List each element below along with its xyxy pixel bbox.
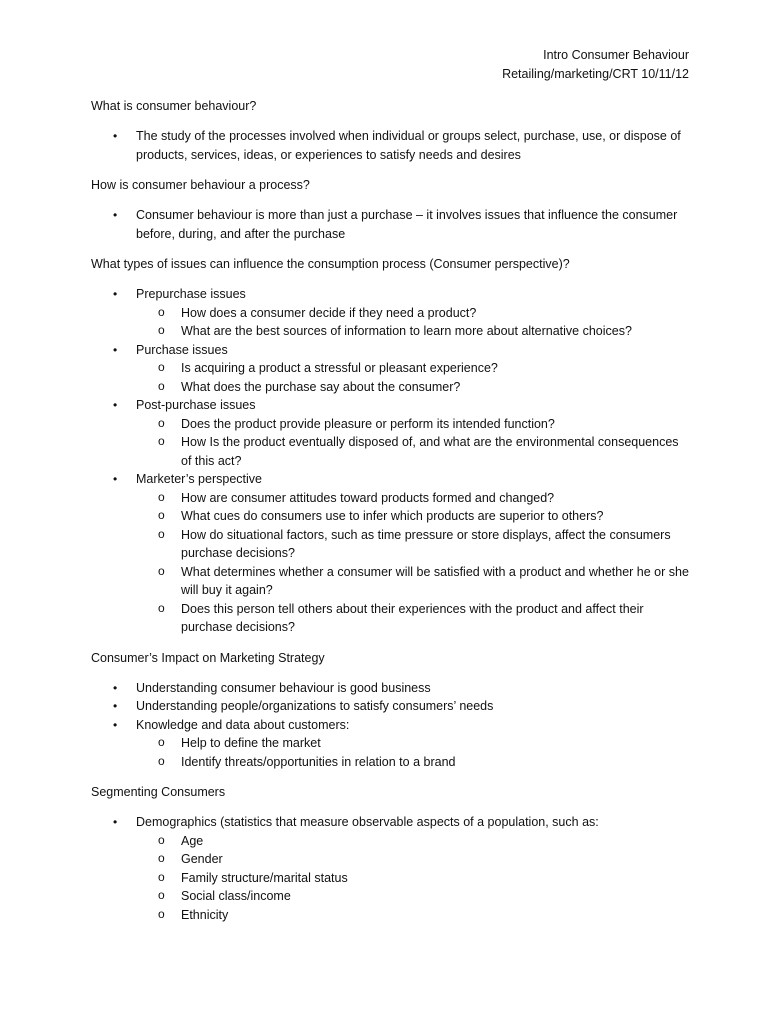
section-heading: Consumer’s Impact on Marketing Strategy [91,650,325,665]
bullet-circle-icon: o [158,508,165,522]
bullet-disc-icon: • [113,472,118,486]
bullet-circle-icon: o [158,563,165,578]
header-course-info: Retailing/marketing/CRT 10/11/12 [502,67,689,81]
list-item-text: Post-purchase issues [136,398,256,412]
bullet-circle-icon: o [158,323,165,337]
sub-list-item-text: How Is the product eventually disposed of, and what are the environmental consequences of this act? [181,435,679,468]
list-item [91,285,691,341]
sub-list-item [136,906,691,925]
bullet-circle-icon: o [158,489,165,504]
list-item [91,716,691,772]
list-item-text: The study of the processes involved when individual or groups select, purchase, use, or dispose of products, services, ideas, or experiences to satisfy needs and desires [136,129,681,162]
sub-bullet-list [136,304,691,341]
bullet-list [91,127,691,164]
sub-list-item-text: How are consumer attitudes toward products formed and changed? [181,490,555,505]
sub-list-item [136,489,691,508]
sub-list-item [136,526,691,563]
sub-list-item [136,887,691,906]
sub-list-item [136,563,691,600]
list-item-text: Knowledge and data about customers: [136,717,350,732]
sub-bullet-list [136,415,691,471]
list-item-text: Consumer behaviour is more than just a purchase – it involves issues that influence the consumer before, during, and after the purchase [136,208,678,241]
bullet-circle-icon: o [158,304,165,319]
bullet-circle-icon: o [158,753,165,768]
bullet-disc-icon: • [113,699,118,713]
header-course-title: Intro Consumer Behaviour [543,48,689,62]
list-item-text: Purchase issues [136,342,228,357]
sub-list-item-text: How do situational factors, such as time pressure or store displays, affect the consumers purchase decisions? [181,527,671,560]
bullet-disc-icon: • [113,129,118,143]
bullet-circle-icon: o [158,600,165,615]
document-header [502,46,689,84]
list-item-text: Understanding people/organizations to satisfy consumers’ needs [136,699,494,713]
section-heading: What is consumer behaviour? [91,99,257,113]
sub-bullet-list [136,359,691,396]
sub-list-item-text: What determines whether a consumer will be satisfied with a product and whether he or she will buy it again? [181,564,689,597]
bullet-circle-icon: o [158,735,165,749]
sub-list-item-text: Is acquiring a product a stressful or pleasant experience? [181,361,498,375]
sub-list-item-text: What does the purchase say about the consumer? [181,379,461,394]
bullet-list [91,285,691,637]
bullet-circle-icon: o [158,832,165,847]
sub-list-item [136,359,691,378]
sub-list-item [136,415,691,434]
sub-list-item-text: Family structure/marital status [181,870,348,885]
sub-list-item [136,753,691,772]
bullet-circle-icon: o [158,360,165,374]
bullet-circle-icon: o [158,526,165,541]
sub-list-item-text: Gender [181,852,223,866]
bullet-disc-icon: • [113,208,118,222]
sub-list-item-text: Ethnicity [181,907,229,922]
bullet-disc-icon: • [113,815,118,829]
sub-list-item [136,507,691,526]
sub-list-item [136,304,691,323]
bullet-disc-icon: • [113,680,118,695]
sub-list-item-text: Does this person tell others about their experiences with the product and affect their purchase decisions? [181,601,644,634]
sub-list-item-text: Age [181,833,204,848]
sub-list-item [136,869,691,888]
sub-list-item [136,832,691,851]
bullet-disc-icon: • [113,342,118,357]
section-heading: Segmenting Consumers [91,785,226,799]
sub-bullet-list [136,832,691,925]
document-body [91,97,691,936]
sub-list-item-text: Does the product provide pleasure or perform its intended function? [181,416,555,431]
sub-list-item-text: What cues do consumers use to infer which products are superior to others? [181,509,604,523]
sub-list-item [136,433,691,470]
list-item [91,206,691,243]
sub-list-item-text: Identify threats/opportunities in relation to a brand [181,754,456,769]
bullet-disc-icon: • [113,398,118,412]
bullet-list [91,206,691,243]
list-item [91,127,691,164]
bullet-circle-icon: o [158,378,165,393]
bullet-circle-icon: o [158,415,165,430]
bullet-list [91,679,691,772]
list-item [91,813,691,924]
sub-list-item-text: What are the best sources of information to learn more about alternative choices? [181,324,632,338]
sub-list-item-text: Help to define the market [181,736,321,750]
list-item-text: Demographics (statistics that measure observable aspects of a population, such as: [136,815,599,829]
sub-list-item [136,378,691,397]
bullet-disc-icon: • [113,717,118,732]
sub-list-item [136,600,691,637]
list-item [91,341,691,397]
list-item-text: Understanding consumer behaviour is good business [136,680,431,695]
bullet-circle-icon: o [158,888,165,902]
section-heading: How is consumer behaviour a process? [91,178,310,192]
sub-list-item [136,734,691,753]
bullet-circle-icon: o [158,434,165,448]
sub-list-item-text: How does a consumer decide if they need a product? [181,305,477,320]
sub-bullet-list [136,734,691,771]
sub-list-item [136,850,691,869]
list-item [91,679,691,698]
list-item-text: Prepurchase issues [136,287,246,301]
bullet-list [91,813,691,924]
list-item-text: Marketer’s perspective [136,472,262,486]
section-heading: What types of issues can influence the consumption process (Consumer perspective)? [91,257,570,271]
sub-list-item-text: Social class/income [181,889,291,903]
bullet-circle-icon: o [158,869,165,884]
bullet-disc-icon: • [113,287,118,301]
bullet-circle-icon: o [158,851,165,865]
sub-bullet-list [136,489,691,637]
sub-list-item [136,322,691,341]
bullet-circle-icon: o [158,906,165,921]
list-item [91,697,691,716]
list-item [91,396,691,470]
list-item [91,470,691,637]
